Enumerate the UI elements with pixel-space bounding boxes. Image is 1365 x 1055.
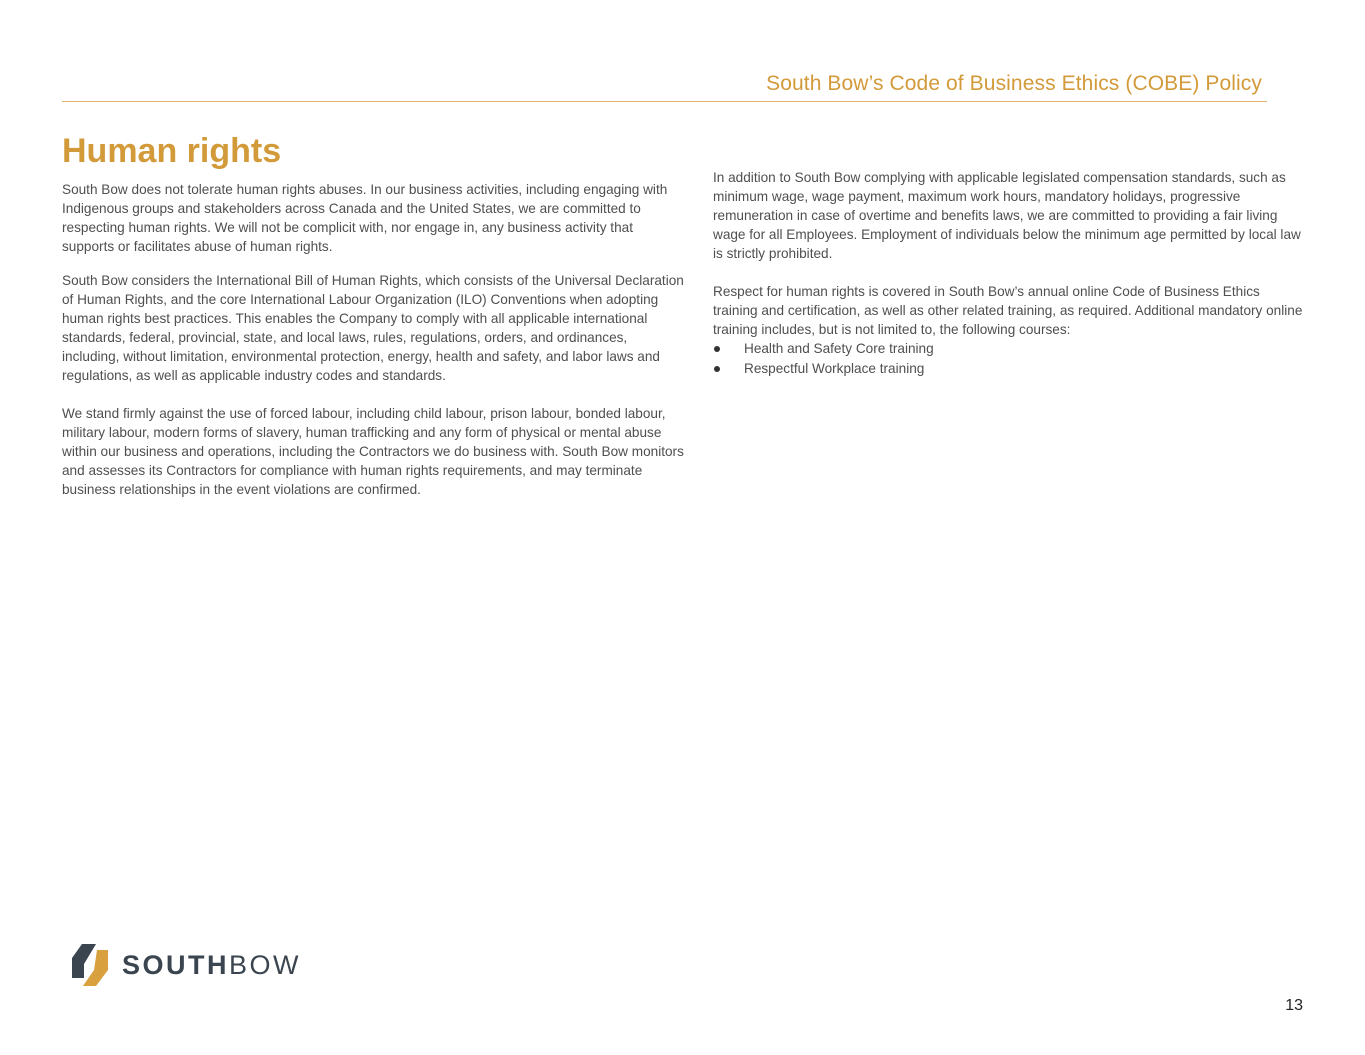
paragraph-human-rights-abuses: South Bow does not tolerate human rights abuses. In our business activities, including engaging with Indigenous groups and stakeholders across Canada and the United States, we are committed to respecting human rights. We will not be complicit with, nor engage in, any business activity that supports or facilitates abuse of human rights.	[62, 182, 668, 254]
course-label: Health and Safety Core training	[744, 341, 934, 356]
company-logo	[70, 942, 301, 988]
paragraph-training: Respect for human rights is covered in South Bow’s annual online Code of Business Ethics training and certification, as well as other related training, as required. Additional mandatory online training includes, but is not limited to, the following courses:	[713, 284, 1303, 337]
section-heading: Human rights	[62, 132, 282, 170]
list-item	[713, 359, 1308, 379]
courses-list	[713, 339, 1308, 379]
page-number: 13	[1285, 997, 1303, 1014]
logo-word-south: SOUTH	[122, 949, 229, 980]
document-header-title: South Bow’s Code of Business Ethics (COBE) Policy	[766, 72, 1262, 95]
left-column	[62, 180, 687, 499]
bullet-icon	[714, 366, 720, 372]
list-item	[713, 339, 1308, 359]
course-label: Respectful Workplace training	[744, 361, 925, 376]
logo-mark-icon	[70, 942, 110, 988]
right-column	[713, 168, 1308, 379]
logo-wordmark	[122, 949, 301, 980]
bullet-icon	[714, 346, 720, 352]
paragraph-international-bill: South Bow considers the International Bill of Human Rights, which consists of the Universal Declaration of Human Rights, and the core International Labour Organization (ILO) Conventions when adopting human rights best practices. This enables the Company to comply with all applicable international standards, federal, provincial, state, and local laws, rules, regulations, orders, and ordinances, including, without limitation, environmental protection, energy, health and safety, and labor laws and regulations, as well as applicable industry codes and standards.	[62, 273, 684, 383]
paragraph-compensation-standards: In addition to South Bow complying with applicable legislated compensation standards, such as minimum wage, wage payment, maximum work hours, mandatory holidays, progressive remuneration in case of overtime and benefits laws, we are committed to providing a fair living wage for all Employees. Employment of individuals below the minimum age permitted by local law is strictly prohibited.	[713, 170, 1301, 261]
logo-word-bow: BOW	[229, 949, 301, 980]
paragraph-forced-labour: We stand firmly against the use of forced labour, including child labour, prison labour, bonded labour, military labour, modern forms of slavery, human trafficking and any form of physical or mental abuse within our business and operations, including the Contractors we do business with. South Bow monitors and assesses its Contractors for compliance with human rights requirements, and may terminate business relationships in the event violations are confirmed.	[62, 406, 684, 497]
header-divider	[62, 101, 1267, 102]
